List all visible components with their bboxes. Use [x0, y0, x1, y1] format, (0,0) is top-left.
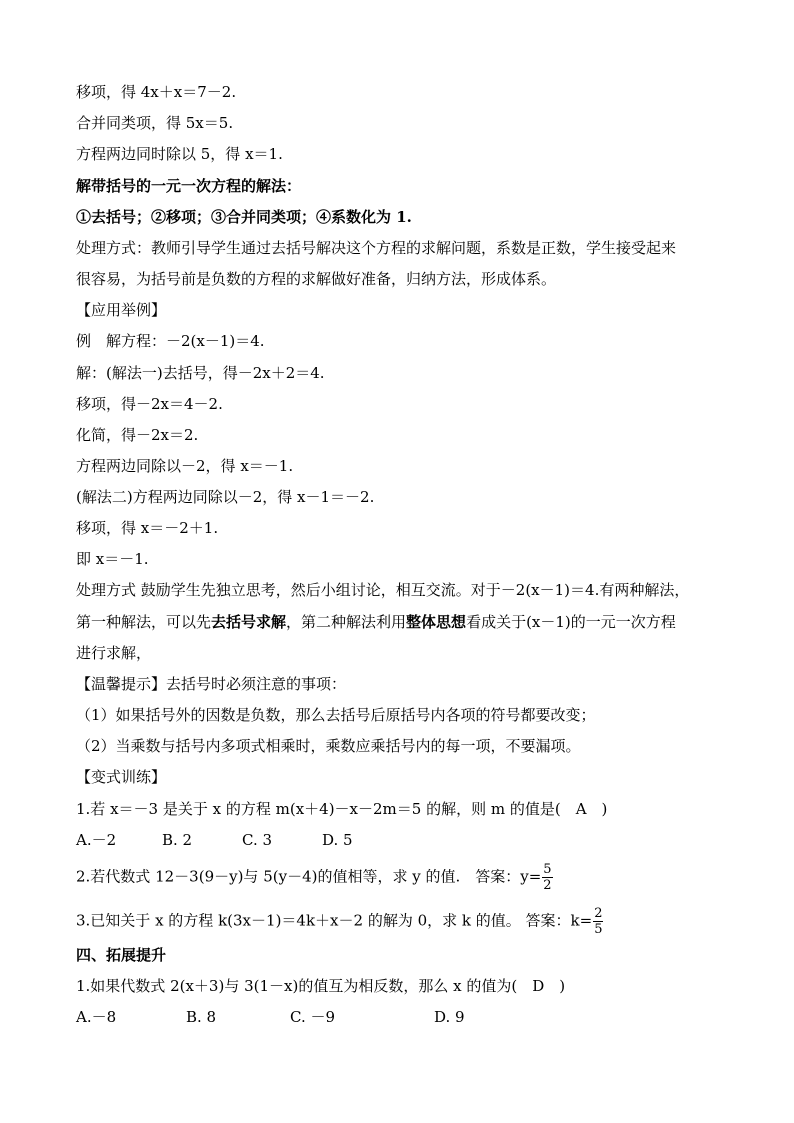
- answer-options: [76, 1005, 734, 1029]
- option: B. 8: [186, 1008, 217, 1026]
- text-line: [76, 610, 734, 634]
- example-problem: 例 解方程：－2(x－1)＝4.: [76, 332, 265, 350]
- question: 1.若 x＝－3 是关于 x 的方程 m(x＋4)－x－2m＝5 的解，则 m 的值是( A ): [76, 800, 608, 818]
- option: A.－2: [76, 831, 117, 849]
- section-label: 【应用举例】: [76, 301, 167, 319]
- option: C. 3: [242, 831, 273, 849]
- text-line: 方程两边同时除以 5，得 x＝1.: [76, 145, 283, 163]
- option: D. 5: [322, 831, 353, 849]
- text-line: 方程两边同除以－2，得 x＝－1.: [76, 457, 294, 475]
- text-line: 化简，得－2x＝2.: [76, 426, 199, 444]
- option: C. －9: [290, 1008, 336, 1026]
- question: [76, 862, 734, 893]
- emphasis-text: 去括号求解: [211, 613, 287, 631]
- text-line: 合并同类项，得 5x＝5.: [76, 114, 234, 132]
- tip-item: （2）当乘数与括号内多项式相乘时，乘数应乘括号内的每一项，不要漏项。: [76, 737, 581, 755]
- text-line: 移项，得－2x＝4－2.: [76, 395, 223, 413]
- option: A.－8: [76, 1008, 117, 1026]
- text-line: 移项，得 4x＋x＝7－2.: [76, 83, 237, 101]
- text-run: ，第二种解法利用: [286, 613, 407, 631]
- text-line: 解：(解法一)去括号，得－2x＋2＝4.: [76, 364, 325, 382]
- option: D. 9: [434, 1008, 465, 1026]
- fraction-denominator: 2: [543, 878, 552, 893]
- fraction-denominator: 5: [594, 922, 603, 937]
- fraction: [593, 906, 603, 937]
- text-line: 即 x＝－1.: [76, 550, 149, 568]
- section-heading: 解带括号的一元一次方程的解法：: [76, 177, 302, 195]
- text-line: 进行求解，: [76, 644, 152, 662]
- section-label: 【变式训练】: [76, 768, 167, 786]
- section-heading: 四、拓展提升: [76, 946, 167, 964]
- tip-item: （1）如果括号外的因数是负数，那么去括号后原括号内各项的符号都要改变；: [76, 706, 596, 724]
- text-line: 处理方式 鼓励学生先独立思考，然后小组讨论，相互交流。对于－2(x－1)＝4.有两种解法，: [76, 581, 690, 599]
- fraction-numerator: 5: [543, 862, 552, 877]
- text-run: 看成关于(x－1)的一元一次方程: [466, 613, 676, 631]
- emphasis-text: 整体思想: [406, 613, 467, 631]
- question-text: 3.已知关于 x 的方程 k(3x－1)＝4k＋x－2 的解为 0，求 k 的值。 答案：k=: [76, 911, 593, 930]
- question: 1.如果代数式 2(x＋3)与 3(1－x)的值互为相反数，那么 x 的值为( D ): [76, 977, 566, 995]
- text-line: (解法二)方程两边同除以－2，得 x－1＝－2.: [76, 488, 375, 506]
- tip-heading: 【温馨提示】去括号时必须注意的事项：: [76, 675, 347, 693]
- fraction-numerator: 2: [594, 906, 603, 921]
- text-run: 第一种解法，可以先: [76, 613, 212, 631]
- text-line: 移项，得 x＝－2＋1.: [76, 519, 219, 537]
- answer-options: [76, 828, 734, 852]
- text-line: 处理方式：教师引导学生通过去括号解决这个方程的求解问题，系数是正数，学生接受起来: [76, 239, 677, 257]
- text-line: 很容易，为括号前是负数的方程的求解做好准备，归纳方法，形成体系。: [76, 270, 557, 288]
- fraction: [542, 862, 552, 893]
- question-text: 2.若代数式 12－3(9－y)与 5(y－4)的值相等，求 y 的值. 答案：y=: [76, 867, 542, 886]
- steps-summary: ①去括号；②移项；③合并同类项；④系数化为 1.: [76, 208, 412, 226]
- question: [76, 906, 734, 937]
- option: B. 2: [162, 831, 193, 849]
